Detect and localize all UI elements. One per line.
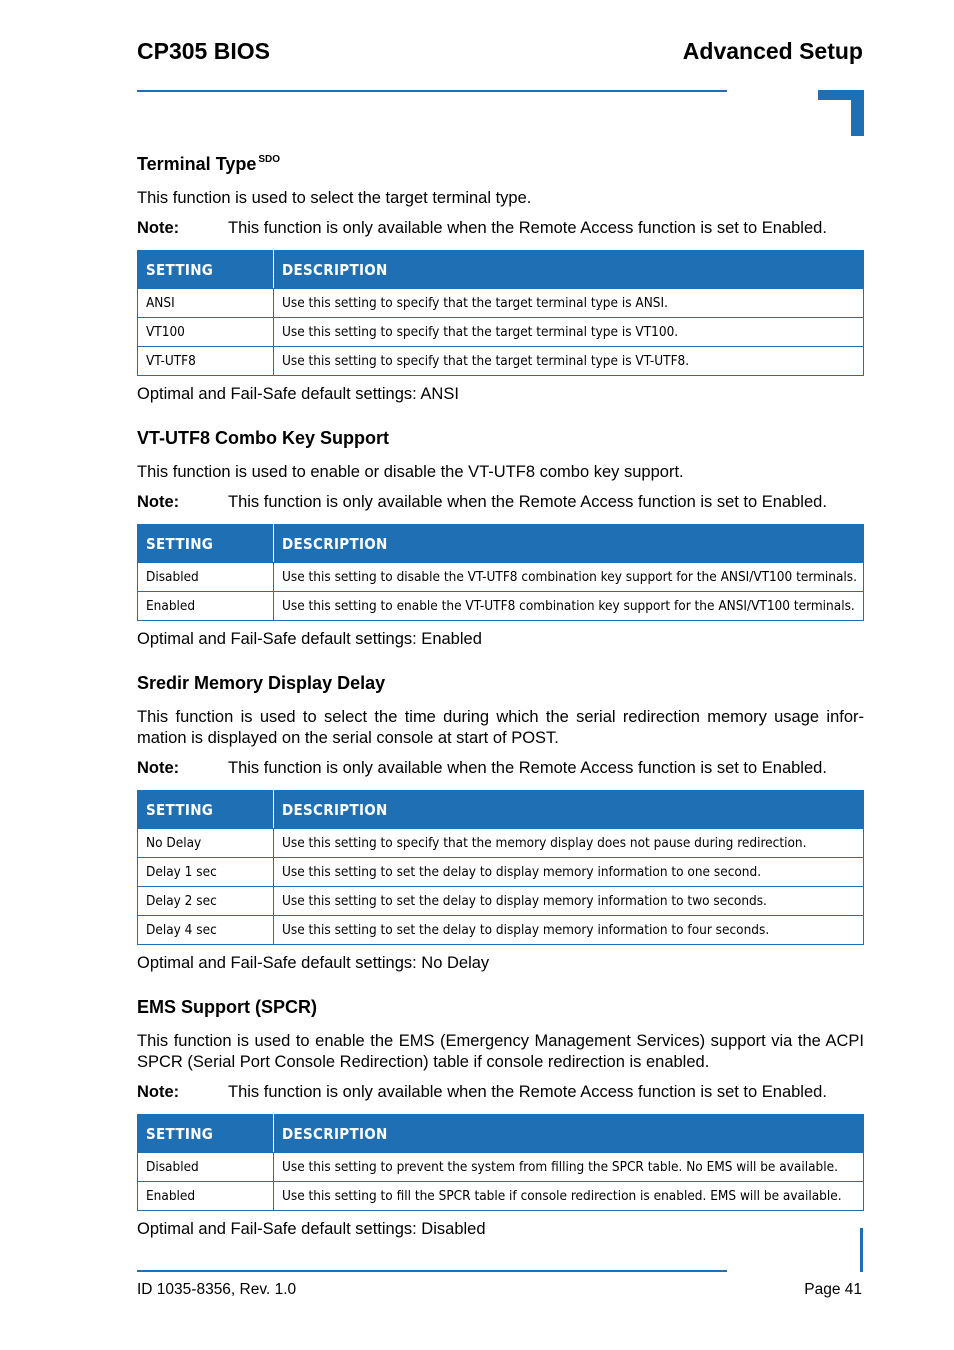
description-cell: Use this setting to prevent the system from filling the SPCR table. No EMS will be available. xyxy=(274,1153,864,1182)
default-settings: Optimal and Fail-Safe default settings: ANSI xyxy=(137,385,459,403)
footer-rule xyxy=(137,1270,727,1272)
setting-cell: VT100 xyxy=(138,318,274,347)
section-intro: This function is used to enable the EMS (Emergency Management Services) support via the ACPI SPCR (Serial Port Console Redirection) table if console redirection is enabled. xyxy=(137,1032,864,1071)
section-title: Sredir Memory Display Delay xyxy=(137,673,386,693)
note xyxy=(137,1082,864,1103)
corner-mark-vertical xyxy=(851,90,864,136)
table-row xyxy=(138,1182,864,1211)
setting-cell: Enabled xyxy=(138,592,274,621)
settings-table xyxy=(137,790,864,945)
table-row xyxy=(138,916,864,945)
setting-cell: Delay 1 sec xyxy=(138,858,274,887)
col-description-header: DESCRIPTION xyxy=(274,791,864,829)
setting-cell: Disabled xyxy=(138,1153,274,1182)
settings-table xyxy=(137,524,864,621)
setting-cell: Delay 4 sec xyxy=(138,916,274,945)
note-text: This function is only available when the Remote Access function is set to Enabled. xyxy=(228,1083,827,1101)
col-setting-header: SETTING xyxy=(138,791,274,829)
note xyxy=(137,758,864,779)
setting-cell: Delay 2 sec xyxy=(138,887,274,916)
document-id: ID 1035-8356, Rev. 1.0 xyxy=(137,1281,297,1298)
note-label: Note: xyxy=(137,1083,180,1101)
note-label: Note: xyxy=(137,759,180,777)
section-terminal-type xyxy=(137,150,864,405)
description-cell: Use this setting to set the delay to display memory information to four seconds. xyxy=(274,916,864,945)
table-row xyxy=(138,858,864,887)
col-description-header: DESCRIPTION xyxy=(274,251,864,289)
table-row xyxy=(138,563,864,592)
table-header-row xyxy=(138,251,864,289)
table-row xyxy=(138,887,864,916)
section-intro: This function is used to enable or disable the VT-UTF8 combo key support. xyxy=(137,463,684,481)
main-content xyxy=(137,150,864,1259)
section-intro: This function is used to select the time during which the serial redirection memory usage infor-mation is displayed on the serial console at start of POST. xyxy=(137,708,864,747)
page-number: Page 41 xyxy=(804,1281,862,1298)
description-cell: Use this setting to disable the VT-UTF8 combination key support for the ANSI/VT100 terminals. xyxy=(274,563,864,592)
col-setting-header: SETTING xyxy=(138,525,274,563)
description-cell: Use this setting to fill the SPCR table if console redirection is enabled. EMS will be available. xyxy=(274,1182,864,1211)
section-title: Terminal Type $^{SDO}$ xyxy=(137,154,281,174)
table-row xyxy=(138,289,864,318)
setting-cell: Disabled xyxy=(138,563,274,592)
section-title: EMS Support (SPCR) xyxy=(137,997,317,1017)
note-text: This function is only available when the Remote Access function is set to Enabled. xyxy=(228,493,827,511)
table-row xyxy=(138,829,864,858)
col-description-header: DESCRIPTION xyxy=(274,1115,864,1153)
description-cell: Use this setting to set the delay to display memory information to two seconds. xyxy=(274,887,864,916)
footer-corner-mark xyxy=(860,1228,863,1272)
description-cell: Use this setting to specify that the target terminal type is ANSI. xyxy=(274,289,864,318)
section-vt-utf8-combo-key xyxy=(137,424,864,650)
description-cell: Use this setting to set the delay to display memory information to one second. xyxy=(274,858,864,887)
description-cell: Use this setting to specify that the target terminal type is VT100. xyxy=(274,318,864,347)
section-title: VT-UTF8 Combo Key Support xyxy=(137,428,389,448)
table-header-row xyxy=(138,791,864,829)
section-intro: This function is used to select the target terminal type. xyxy=(137,189,532,207)
note-text: This function is only available when the Remote Access function is set to Enabled. xyxy=(228,759,827,777)
note xyxy=(137,492,864,513)
table-row xyxy=(138,592,864,621)
description-cell: Use this setting to specify that the memory display does not pause during redirection. xyxy=(274,829,864,858)
section-sredir-memory-display-delay xyxy=(137,669,864,974)
description-cell: Use this setting to enable the VT-UTF8 combination key support for the ANSI/VT100 terminals. xyxy=(274,592,864,621)
note-label: Note: xyxy=(137,219,180,237)
col-setting-header: SETTING xyxy=(138,1115,274,1153)
note-label: Note: xyxy=(137,493,180,511)
chapter-title: Advanced Setup xyxy=(682,38,863,64)
setting-cell: ANSI xyxy=(138,289,274,318)
table-row xyxy=(138,347,864,376)
col-description-header: DESCRIPTION xyxy=(274,525,864,563)
col-setting-header: SETTING xyxy=(138,251,274,289)
section-ems-support xyxy=(137,993,864,1240)
settings-table xyxy=(137,1114,864,1211)
header-rule xyxy=(137,90,727,92)
default-settings: Optimal and Fail-Safe default settings: No Delay xyxy=(137,954,490,972)
setting-cell: VT-UTF8 xyxy=(138,347,274,376)
default-settings: Optimal and Fail-Safe default settings: Disabled xyxy=(137,1220,486,1238)
default-settings: Optimal and Fail-Safe default settings: Enabled xyxy=(137,630,482,648)
table-row xyxy=(138,318,864,347)
description-cell: Use this setting to specify that the target terminal type is VT-UTF8. xyxy=(274,347,864,376)
setting-cell: Enabled xyxy=(138,1182,274,1211)
settings-table xyxy=(137,250,864,376)
note-text: This function is only available when the Remote Access function is set to Enabled. xyxy=(228,219,827,237)
note xyxy=(137,218,864,239)
sdo-superscript: SDO xyxy=(258,154,281,165)
table-header-row xyxy=(138,1115,864,1153)
setting-cell: No Delay xyxy=(138,829,274,858)
document-title: CP305 BIOS xyxy=(137,38,270,64)
table-header-row xyxy=(138,525,864,563)
table-row xyxy=(138,1153,864,1182)
